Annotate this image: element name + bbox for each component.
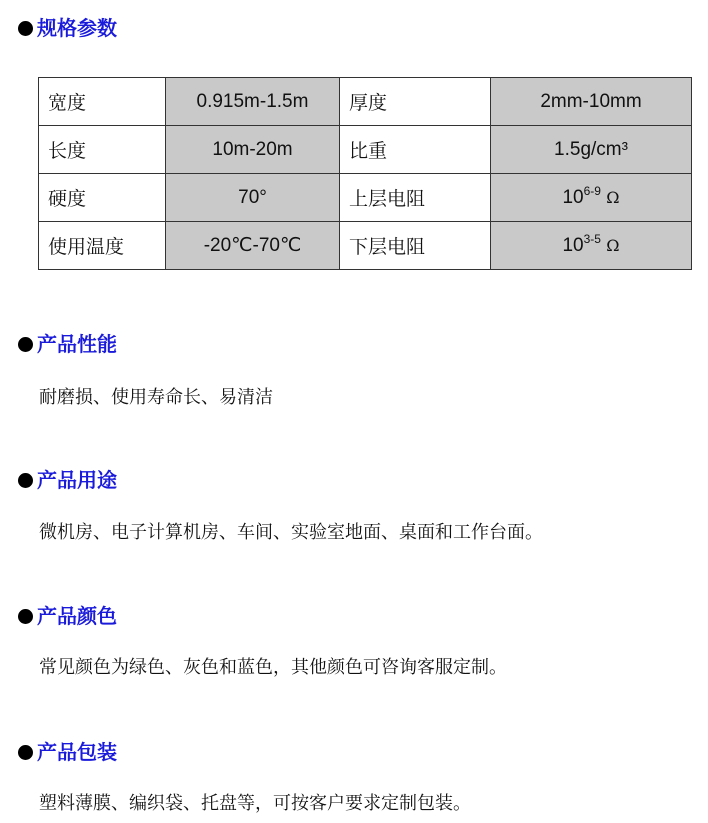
spec-value: 70° — [166, 174, 340, 222]
table-row — [39, 78, 692, 126]
table-row — [39, 222, 692, 270]
table-row — [39, 126, 692, 174]
ohm-unit: Ω — [606, 235, 620, 255]
ohm-unit: Ω — [606, 187, 620, 207]
table-row — [39, 174, 692, 222]
section-heading-usage — [18, 467, 117, 493]
bullet-icon — [18, 473, 33, 488]
section-heading-performance — [18, 331, 117, 357]
spec-label: 厚度 — [340, 78, 491, 126]
spec-value: -20℃-70℃ — [166, 222, 340, 270]
bullet-icon — [18, 21, 33, 36]
section-title: 产品颜色 — [37, 604, 117, 628]
spec-value-resistance — [491, 222, 692, 270]
spec-label: 长度 — [39, 126, 166, 174]
bullet-icon — [18, 745, 33, 760]
bullet-icon — [18, 609, 33, 624]
section-title: 产品性能 — [37, 332, 117, 356]
spec-label: 上层电阻 — [340, 174, 491, 222]
spec-label: 硬度 — [39, 174, 166, 222]
resistance-exponent: 6-9 — [583, 183, 601, 198]
spec-value: 10m-20m — [166, 126, 340, 174]
spec-label: 比重 — [340, 126, 491, 174]
section-text-usage: 微机房、电子计算机房、车间、实验室地面、桌面和工作台面。 — [39, 522, 543, 543]
resistance-base: 10 — [562, 186, 584, 208]
section-title: 产品用途 — [37, 468, 117, 492]
resistance-base: 10 — [562, 234, 584, 256]
section-heading-packaging — [18, 739, 117, 765]
spec-label: 下层电阻 — [340, 222, 491, 270]
spec-value: 1.5g/cm³ — [491, 126, 692, 174]
section-heading-specs — [18, 15, 117, 41]
bullet-icon — [18, 337, 33, 352]
section-text-packaging: 塑料薄膜、编织袋、托盘等，可按客户要求定制包装。 — [39, 793, 471, 814]
section-title: 规格参数 — [37, 16, 117, 40]
spec-value-resistance — [491, 174, 692, 222]
spec-label: 宽度 — [39, 78, 166, 126]
spec-table — [38, 77, 692, 270]
section-text-color: 常见颜色为绿色、灰色和蓝色，其他颜色可咨询客服定制。 — [39, 657, 507, 678]
section-heading-color — [18, 603, 117, 629]
spec-value: 2mm-10mm — [491, 78, 692, 126]
resistance-exponent: 3-5 — [583, 231, 601, 246]
section-title: 产品包装 — [37, 740, 117, 764]
spec-label: 使用温度 — [39, 222, 166, 270]
section-text-performance: 耐磨损、使用寿命长、易清洁 — [39, 387, 273, 408]
spec-value: 0.915m-1.5m — [166, 78, 340, 126]
